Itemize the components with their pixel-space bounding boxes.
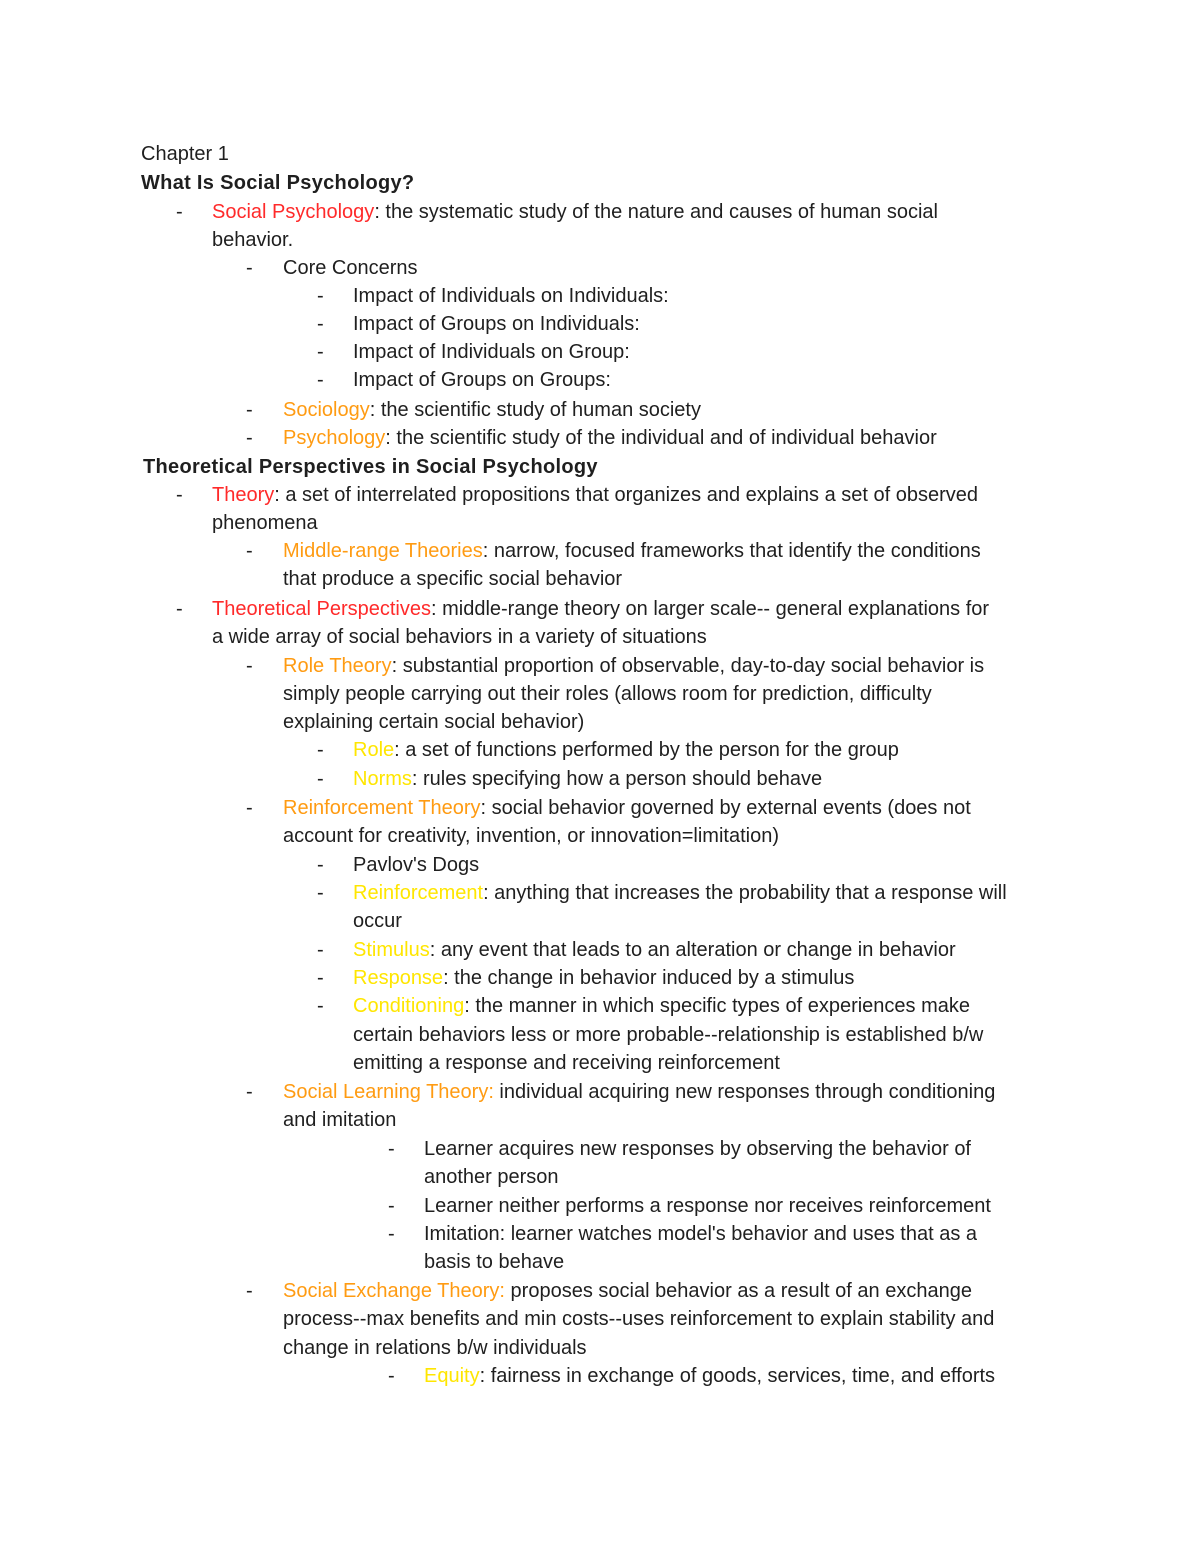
definition: : anything that increases the probability that a response will	[483, 882, 1007, 904]
definition: : middle-range theory on larger scale-- general explanations for	[430, 598, 990, 620]
definition: : a set of interrelated propositions that organizes and explains a set of observed	[274, 484, 979, 506]
list-item-text	[283, 537, 981, 566]
list-item	[0, 310, 1200, 339]
list-item	[0, 481, 1200, 510]
bullet-dash: -	[317, 285, 324, 307]
definition: : social behavior governed by external events (does not	[480, 797, 971, 819]
list-item	[0, 396, 1200, 425]
bullet-dash: -	[246, 1081, 253, 1103]
list-item-text: Learner neither performs a response nor receives reinforcement	[424, 1195, 991, 1217]
list-item	[0, 652, 1200, 681]
continuation-text: certain behaviors less or more probable--relationship is established b/w	[353, 1024, 984, 1046]
list-item-text: Imitation: learner watches model's behavior and uses that as a	[424, 1223, 978, 1245]
list-item	[0, 765, 1200, 794]
bullet-dash: -	[388, 1223, 395, 1245]
list-item	[0, 1220, 1200, 1249]
definition: : any event that leads to an alteration or change in behavior	[429, 939, 956, 961]
definition: : the systematic study of the nature and causes of human social	[374, 201, 938, 223]
continuation-text: emitting a response and receiving reinforcement	[353, 1052, 780, 1074]
list-item-continuation	[0, 822, 1200, 851]
definition: : fairness in exchange of goods, services, time, and efforts	[479, 1365, 996, 1387]
list-item	[0, 537, 1200, 566]
list-item-text	[353, 879, 1007, 908]
list-item-continuation	[0, 1163, 1200, 1192]
list-item	[0, 1135, 1200, 1164]
list-item-text	[283, 1078, 995, 1107]
term-role: Role	[353, 739, 395, 761]
term-stimulus: Stimulus	[353, 939, 430, 961]
list-item-text	[212, 481, 978, 510]
continuation-text: process--max benefits and min costs--uses reinforcement to explain stability and	[283, 1308, 995, 1330]
term-theory: Theory	[212, 484, 275, 506]
list-item-continuation	[0, 565, 1200, 594]
list-item-text	[283, 794, 971, 823]
list-item-text	[424, 1362, 995, 1391]
list-item	[0, 736, 1200, 765]
list-item	[0, 1078, 1200, 1107]
list-item-continuation	[0, 1021, 1200, 1050]
term-conditioning: Conditioning	[353, 995, 465, 1017]
bullet-dash: -	[317, 939, 324, 961]
term-social-exchange-theory: Social Exchange Theory:	[283, 1280, 505, 1302]
list-item	[0, 851, 1200, 880]
term-reinforcement: Reinforcement	[353, 882, 484, 904]
bullet-dash: -	[388, 1365, 395, 1387]
term-social-psychology: Social Psychology	[212, 201, 375, 223]
list-item-continuation	[0, 680, 1200, 709]
list-item	[0, 794, 1200, 823]
list-item	[0, 424, 1200, 453]
bullet-dash: -	[317, 854, 324, 876]
definition: : substantial proportion of observable, day-to-day social behavior is	[391, 655, 985, 677]
list-item-text: Impact of Groups on Groups:	[353, 369, 611, 391]
bullet-dash: -	[317, 882, 324, 904]
bullet-dash: -	[388, 1138, 395, 1160]
list-item	[0, 1362, 1200, 1391]
list-item-continuation	[0, 226, 1200, 255]
list-item-text	[353, 992, 970, 1021]
list-item-text: Impact of Groups on Individuals:	[353, 313, 640, 335]
list-item-text: Impact of Individuals on Individuals:	[353, 285, 669, 307]
bullet-dash: -	[176, 201, 183, 223]
bullet-dash: -	[246, 797, 253, 819]
bullet-dash: -	[246, 655, 253, 677]
term-equity: Equity	[424, 1365, 480, 1387]
list-item-continuation	[0, 1334, 1200, 1363]
definition: proposes social behavior as a result of an exchange	[504, 1280, 972, 1302]
list-item-text: Pavlov's Dogs	[353, 854, 480, 876]
bullet-dash: -	[246, 257, 253, 279]
list-item-continuation	[0, 1248, 1200, 1277]
definition: individual acquiring new responses through conditioning	[493, 1081, 996, 1103]
continuation-text: and imitation	[283, 1109, 397, 1131]
continuation-text: phenomena	[212, 512, 318, 534]
continuation-text: another person	[424, 1166, 559, 1188]
bullet-dash: -	[317, 967, 324, 989]
section-heading: Theoretical Perspectives in Social Psychology	[143, 456, 598, 478]
continuation-text: explaining certain social behavior)	[283, 711, 585, 733]
continuation-text: basis to behave	[424, 1251, 565, 1273]
list-item-text	[283, 424, 937, 453]
list-item-text: Learner acquires new responses by observing the behavior of	[424, 1138, 971, 1160]
list-item	[0, 282, 1200, 311]
definition: : a set of functions performed by the person for the group	[394, 739, 899, 761]
list-item-text	[353, 964, 854, 993]
section-heading-line	[0, 169, 1200, 198]
list-item	[0, 366, 1200, 395]
bullet-dash: -	[317, 739, 324, 761]
list-item	[0, 1192, 1200, 1221]
list-item	[0, 595, 1200, 624]
bullet-dash: -	[317, 313, 324, 335]
bullet-dash: -	[246, 399, 253, 421]
continuation-text: account for creativity, invention, or innovation=limitation)	[283, 825, 779, 847]
continuation-text: that produce a specific social behavior	[283, 568, 623, 590]
list-item-text	[283, 1277, 972, 1306]
bullet-dash: -	[317, 341, 324, 363]
list-item	[0, 1277, 1200, 1306]
continuation-text: simply people carrying out their roles (allows room for prediction, difficulty	[283, 683, 932, 705]
bullet-dash: -	[246, 1280, 253, 1302]
list-item-text	[283, 396, 701, 425]
definition: : the scientific study of the individual and of individual behavior	[385, 427, 937, 449]
list-item-continuation	[0, 1305, 1200, 1334]
bullet-dash: -	[246, 427, 253, 449]
list-item	[0, 338, 1200, 367]
definition: : narrow, focused frameworks that identify the conditions	[482, 540, 981, 562]
list-item-text	[212, 198, 938, 227]
list-item-text	[212, 595, 989, 624]
list-item-continuation	[0, 623, 1200, 652]
list-item-continuation	[0, 1106, 1200, 1135]
continuation-text: occur	[353, 910, 402, 932]
term-norms: Norms	[353, 768, 412, 790]
list-item-text: Impact of Individuals on Group:	[353, 341, 630, 363]
bullet-dash: -	[246, 540, 253, 562]
definition: : rules specifying how a person should behave	[411, 768, 823, 790]
list-item-text	[353, 736, 899, 765]
continuation-text: behavior.	[212, 229, 294, 251]
chapter-label-line	[0, 140, 1200, 169]
list-item	[0, 936, 1200, 965]
term-sociology: Sociology	[283, 399, 370, 421]
list-item	[0, 992, 1200, 1021]
list-item-text	[353, 936, 956, 965]
list-item	[0, 879, 1200, 908]
list-item-text	[283, 652, 984, 681]
section-heading-line	[0, 453, 1200, 482]
list-item-continuation	[0, 509, 1200, 538]
bullet-dash: -	[176, 484, 183, 506]
definition: : the change in behavior induced by a stimulus	[443, 967, 855, 989]
chapter-label: Chapter 1	[141, 143, 229, 165]
list-item-text: Core Concerns	[283, 257, 418, 279]
list-item-continuation	[0, 708, 1200, 737]
continuation-text: a wide array of social behaviors in a variety of situations	[212, 626, 707, 648]
definition: : the scientific study of human society	[369, 399, 701, 421]
term-social-learning-theory: Social Learning Theory:	[283, 1081, 494, 1103]
list-item	[0, 964, 1200, 993]
term-role-theory: Role Theory	[283, 655, 392, 677]
bullet-dash: -	[317, 995, 324, 1017]
term-middle-range-theories: Middle-range Theories	[283, 540, 483, 562]
bullet-dash: -	[388, 1195, 395, 1217]
section-heading: What Is Social Psychology?	[141, 172, 415, 194]
list-item-continuation	[0, 907, 1200, 936]
term-response: Response	[353, 967, 444, 989]
term-psychology: Psychology	[283, 427, 386, 449]
bullet-dash: -	[317, 768, 324, 790]
term-theoretical-perspectives: Theoretical Perspectives	[212, 598, 431, 620]
term-reinforcement-theory: Reinforcement Theory	[283, 797, 481, 819]
list-item-text	[353, 765, 822, 794]
continuation-text: change in relations b/w individuals	[283, 1337, 587, 1359]
bullet-dash: -	[317, 369, 324, 391]
list-item-continuation	[0, 1049, 1200, 1078]
definition: : the manner in which specific types of experiences make	[464, 995, 971, 1017]
bullet-dash: -	[176, 598, 183, 620]
list-item	[0, 254, 1200, 283]
list-item	[0, 198, 1200, 227]
